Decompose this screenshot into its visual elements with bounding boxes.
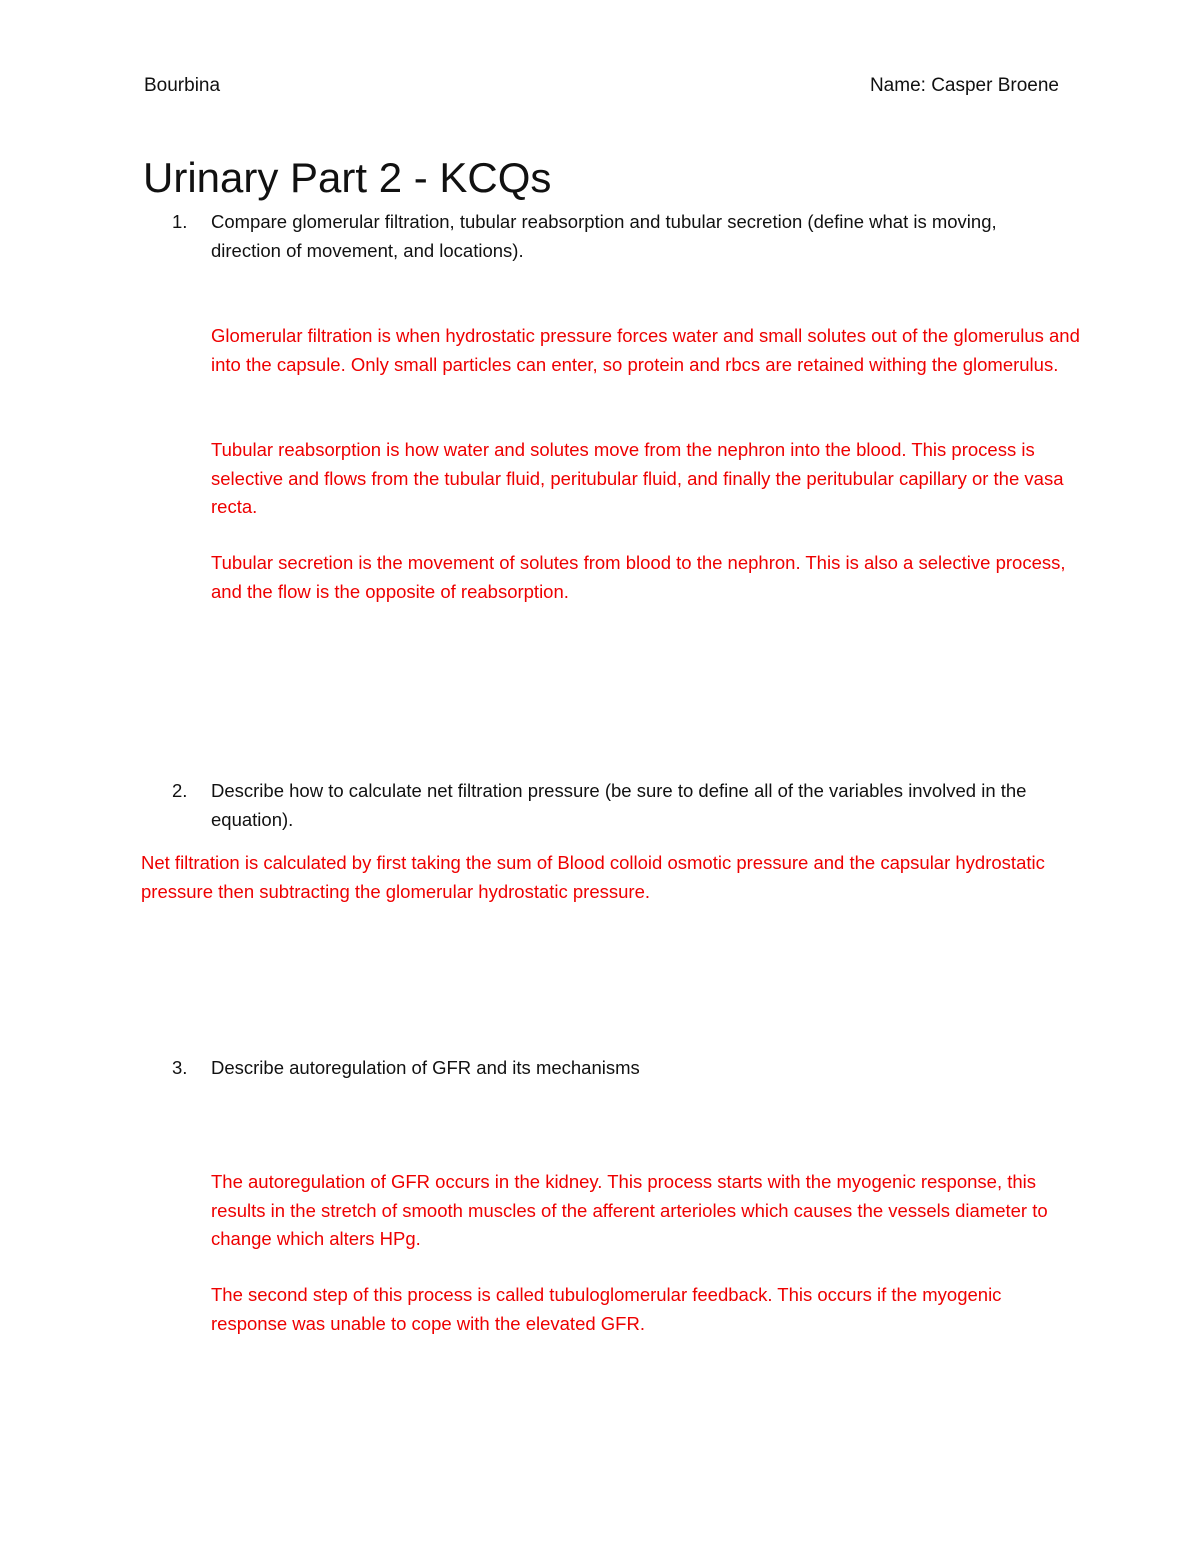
question-3-answer-2: The second step of this process is called tubuloglomerular feedback. This occurs if the myogenic response was unable to cope with the elevated GFR. — [211, 1284, 1002, 1334]
question-1-number: 1. — [172, 211, 188, 232]
question-1-text: Compare glomerular filtration, tubular reabsorption and tubular secretion (define what is moving, direction of movement, and locations). — [211, 211, 997, 261]
question-3-number: 3. — [172, 1057, 188, 1078]
question-2-text: Describe how to calculate net filtration pressure (be sure to define all of the variables involved in the equation). — [211, 780, 1027, 830]
header-student-name: Name: Casper Broene — [869, 75, 1059, 96]
question-3-answer-1: The autoregulation of GFR occurs in the kidney. This process starts with the myogenic response, this results in the stretch of smooth muscles of the afferent arterioles which causes the vessels diameter to change which alters HPg. — [211, 1171, 1048, 1249]
question-2-number: 2. — [172, 780, 188, 801]
question-3-text: Describe autoregulation of GFR and its mechanisms — [211, 1057, 640, 1078]
header-author: Bourbina — [144, 75, 221, 96]
question-1-answer-1: Glomerular filtration is when hydrostatic pressure forces water and small solutes out of the glomerulus and into the capsule. Only small particles can enter, so protein and rbcs are retained withing the glomerulus. — [211, 325, 1080, 375]
question-1-answer-2: Tubular reabsorption is how water and solutes move from the nephron into the blood. This process is selective and flows from the tubular fluid, peritubular fluid, and finally the peritubular capillary or the vasa recta. — [211, 439, 1064, 517]
question-1-answer-3: Tubular secretion is the movement of solutes from blood to the nephron. This is also a selective process, and the flow is the opposite of reabsorption. — [211, 552, 1066, 602]
page-title: Urinary Part 2 - KCQs — [143, 154, 552, 201]
question-2-answer-1: Net filtration is calculated by first taking the sum of Blood colloid osmotic pressure and the capsular hydrostatic pressure then subtracting the glomerular hydrostatic pressure. — [141, 852, 1045, 902]
